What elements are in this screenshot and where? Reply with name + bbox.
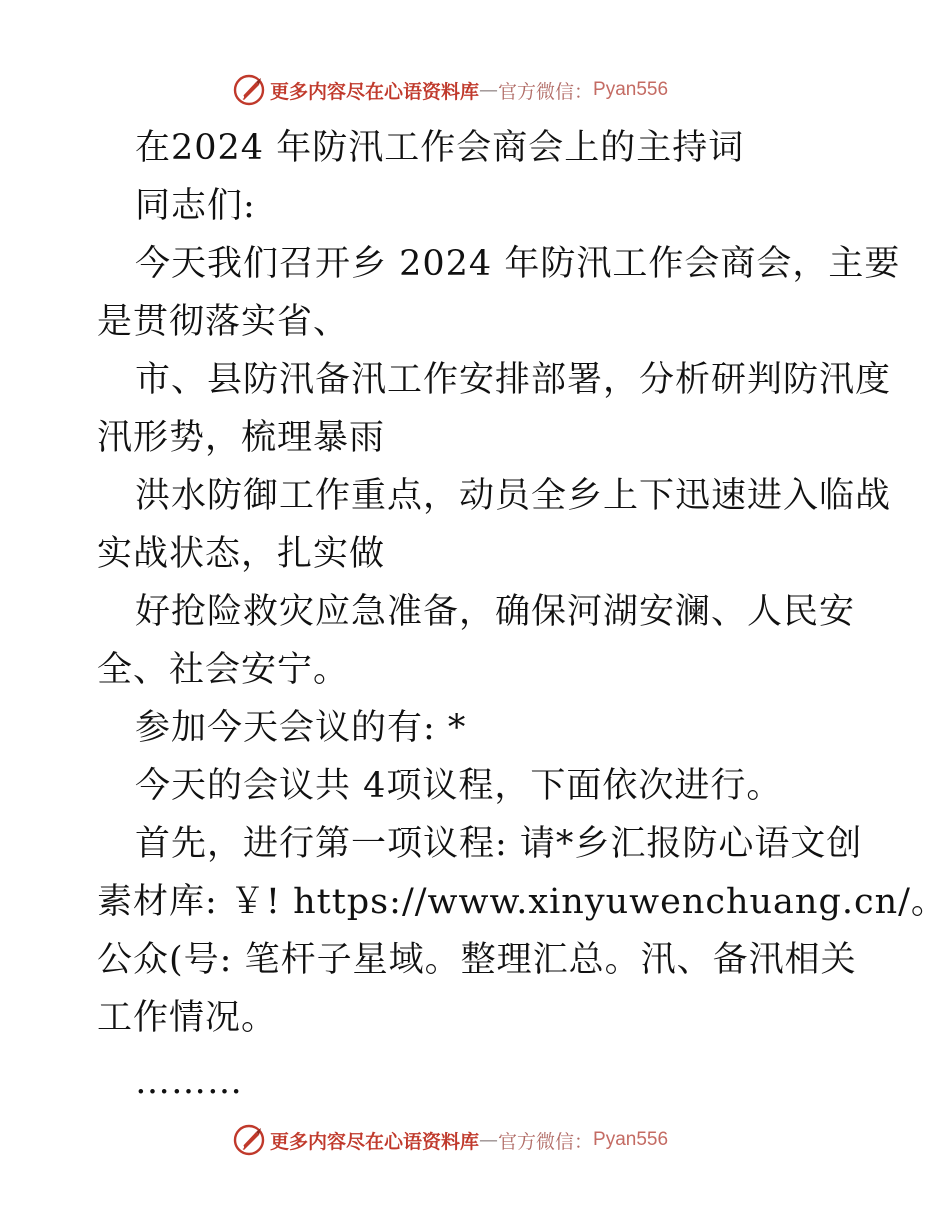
banner-separator: —: [479, 1129, 499, 1151]
paragraph-line: 工作情况。: [97, 998, 278, 1038]
paragraph-line: 洪水防御工作重点，动员全乡上下迅速进入临战: [135, 476, 892, 516]
banner-wechat-id: Pyan556: [593, 1129, 669, 1150]
salutation: 同志们:: [135, 186, 256, 226]
paragraph-line: 汛形势，梳理暴雨: [97, 418, 386, 458]
quill-pen-logo-icon: [232, 1123, 266, 1157]
ellipsis-line: ………: [135, 1062, 243, 1102]
paragraph-line: 今天的会议共 4项议程，下面依次进行。: [135, 766, 783, 806]
banner-wechat-label: 官方微信：: [498, 80, 594, 103]
paragraph-line: 参加今天会议的有: *: [135, 708, 467, 748]
document-title: 在2024 年防汛工作会商会上的主持词: [135, 128, 745, 168]
banner-main-text: 更多内容尽在心语资料库: [270, 1130, 480, 1153]
banner-wechat-label: 官方微信：: [498, 1130, 594, 1153]
paragraph-line: 首先，进行第一项议程: 请*乡汇报防心语文创: [135, 824, 863, 864]
paragraph-line: 好抢险救灾应急准备，确保河湖安澜、人民安: [135, 592, 856, 632]
paragraph-line: 市、县防汛备汛工作安排部署，分析研判防汛度: [135, 360, 892, 400]
paragraph-line: 素材库: ￥! https://www.xinyuwenchuang.cn/。: [97, 882, 947, 922]
paragraph-line: 公众(号: 笔杆子星域。整理汇总。汛、备汛相关: [97, 940, 857, 980]
banner-wechat-id: Pyan556: [593, 79, 669, 100]
footer-banner: [232, 1122, 712, 1158]
quill-pen-logo-icon: [232, 73, 266, 107]
paragraph-line: 实战状态，扎实做: [97, 534, 386, 574]
paragraph-line: 今天我们召开乡 2024 年防汛工作会商会，主要: [135, 244, 901, 284]
paragraph-line: 是贯彻落实省、: [97, 302, 350, 342]
banner-main-text: 更多内容尽在心语资料库: [270, 80, 480, 103]
header-banner: [232, 72, 712, 108]
paragraph-line: 全、社会安宁。: [97, 650, 350, 690]
banner-separator: —: [479, 79, 499, 101]
